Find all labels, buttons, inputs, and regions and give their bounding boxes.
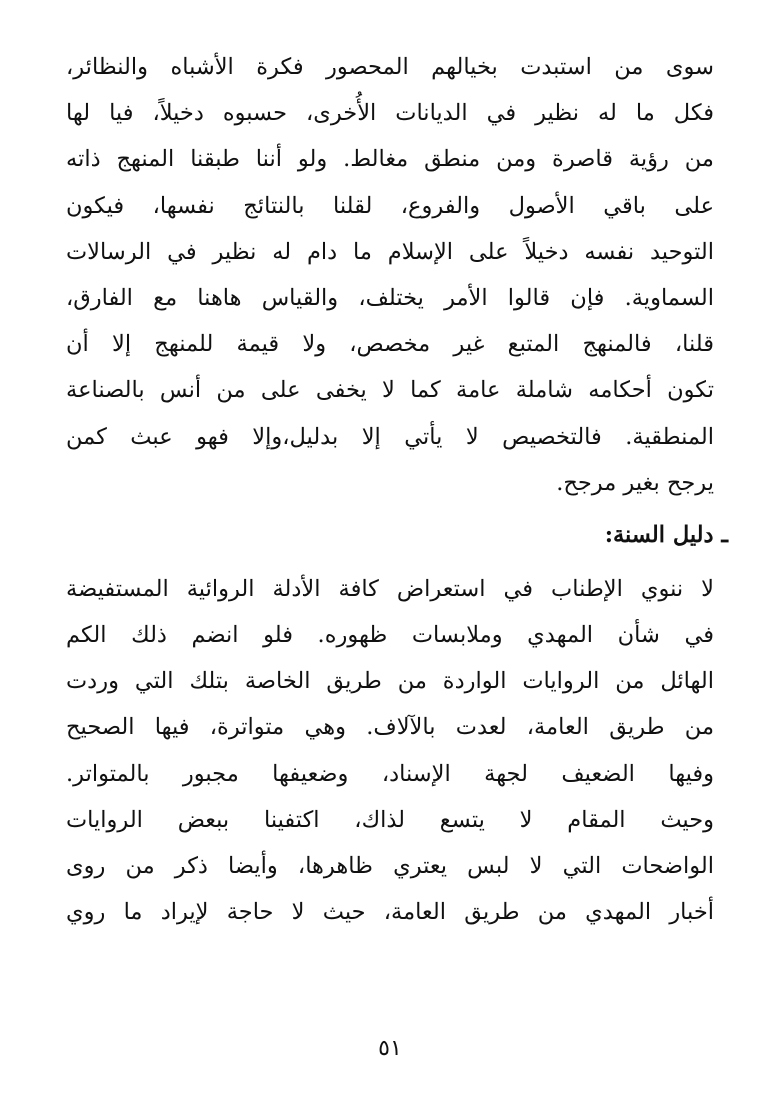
text-line: تكون أحكامه شاملة عامة كما لا يخفى على من أنس بالصناعة: [66, 377, 714, 404]
text-line: يرجح بغير مرجح.: [556, 469, 714, 496]
page-body: [66, 44, 728, 935]
paragraph-1: [66, 44, 714, 506]
text-line: قلنا، فالمنهج المتبع غير مخصص، ولا قيمة للمنهج إلا أن: [66, 331, 714, 358]
text-line: الهائل من الروايات الواردة من طريق الخاصة بتلك التي وردت: [66, 668, 714, 695]
text-line: وحيث المقام لا يتسع لذاك، اكتفينا ببعض الروايات: [66, 806, 714, 833]
text-line: وفيها الضعيف لجهة الإسناد، وضعيفها مجبور بالمتواتر.: [66, 760, 714, 787]
text-line: أخبار المهدي من طريق العامة، حيث لا حاجة لإيراد ما روي: [66, 899, 714, 926]
text-line: المنطقية. فالتخصيص لا يأتي إلا بدليل،وإلا فهو عبث كمن: [66, 423, 714, 450]
text-line: التوحيد نفسه دخيلاً على الإسلام ما دام له نظير في الرسالات: [66, 238, 714, 265]
text-line: فكل ما له نظير في الديانات الأُخرى، حسبوه دخيلاً، فيا لها: [66, 100, 714, 127]
text-line: سوى من استبدت بخيالهم المحصور فكرة الأشباه والنظائر،: [66, 54, 714, 80]
text-line: من طريق العامة، لعدت بالآلاف. وهي متواترة، فيها الصحيح: [66, 714, 714, 741]
paragraph-2: [66, 566, 714, 936]
text-line: السماوية. فإن قالوا الأمر يختلف، والقياس هاهنا مع الفارق،: [66, 284, 714, 311]
text-line: لا ننوي الإطناب في استعراض كافة الأدلة الروائية المستفيضة: [66, 575, 714, 602]
text-line: على باقي الأصول والفروع، لقلنا بالنتائج نفسها، فيكون: [66, 192, 714, 219]
section-heading: ـ دليل السنة:: [604, 521, 728, 548]
page-number: ٥١: [378, 1036, 402, 1061]
text-line: من رؤية قاصرة ومن منطق مغالط. ولو أننا طبقنا المنهج ذاته: [66, 146, 714, 173]
text-line: في شأن المهدي وملابسات ظهوره. فلو انضم ذلك الكم: [66, 622, 714, 649]
text-line: الواضحات التي لا لبس يعتري ظاهرها، وأيضا ذكر من روى: [66, 853, 714, 879]
